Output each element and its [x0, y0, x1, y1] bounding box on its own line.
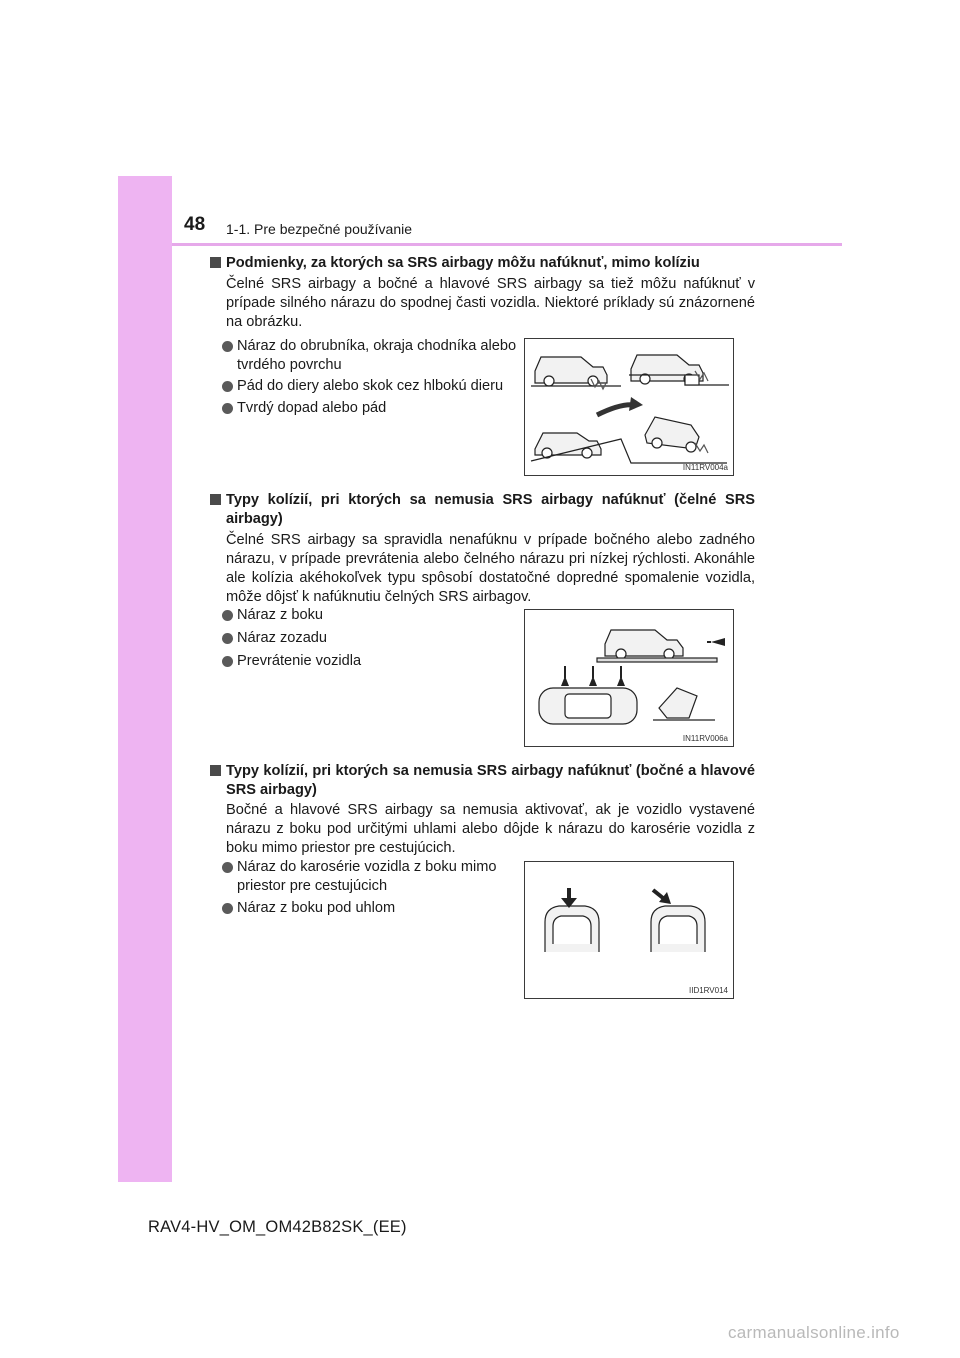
section-paragraph: Bočné a hlavové SRS airbagy sa nemusia aktivovať, ak je vozidlo vystavené nárazu z boku pod určitými uhlami alebo dôjde k nárazu do karosérie vozidla z boku mimo priestor pre cestujúcich. — [226, 802, 755, 856]
round-bullet-icon — [222, 610, 233, 621]
figure-code: IN11RV004a — [682, 463, 728, 472]
header-rule — [172, 243, 842, 246]
section-heading: Typy kolízií, pri ktorých sa nemusia SRS airbagy nafúknuť (bočné a hlavové SRS airbagy) — [210, 762, 755, 800]
bullet-item: Náraz z boku — [222, 606, 522, 625]
round-bullet-icon — [222, 656, 233, 667]
page-number: 48 — [184, 214, 206, 235]
figure-side-rear-rollover — [524, 609, 734, 747]
round-bullet-icon — [222, 341, 233, 352]
chapter-title: 1-1. Pre bezpečné používanie — [226, 221, 413, 237]
chapter-side-band — [118, 176, 172, 1182]
round-bullet-icon — [222, 381, 233, 392]
round-bullet-icon — [222, 403, 233, 414]
figure-side-impact-angle — [524, 861, 734, 999]
section-heading: Typy kolízií, pri ktorých sa nemusia SRS airbagy nafúknuť (čelné SRS airbagy) — [210, 491, 755, 529]
bullet-item: Tvrdý dopad alebo pád — [222, 399, 522, 418]
bullet-item: Náraz do obrubníka, okraja chodníka alebo tvrdého povrchu — [222, 337, 520, 375]
bullet-item: Prevrátenie vozidla — [222, 652, 522, 671]
section-paragraph: Čelné SRS airbagy sa spravidla nenafúknu v prípade bočného alebo zadného nárazu, v prípade prevrátenia alebo čelného nárazu pri nízkej rýchlosti. Akonáhle ale kolízia akéhokoľvek typu spôsobí dostatočné dopredné spomalenie vozidla, môže dôjsť k nafúknutiu čelných SRS airbagov. — [226, 532, 755, 605]
side-impact-illustration — [525, 862, 733, 998]
section-heading: Podmienky, za ktorých sa SRS airbagy môžu nafúknuť, mimo kolíziu — [210, 254, 755, 273]
figure-code: IN11RV006a — [682, 734, 728, 743]
bullet-item: Náraz z boku pod uhlom — [222, 899, 522, 918]
footer-model-code: RAV4-HV_OM_OM42B82SK_(EE) — [148, 1218, 407, 1236]
watermark-text: carmanualsonline.info — [728, 1323, 900, 1342]
figure-code: IID1RV014 — [689, 986, 728, 995]
bullet-item: Pád do diery alebo skok cez hlbokú dieru — [222, 377, 522, 396]
round-bullet-icon — [222, 903, 233, 914]
round-bullet-icon — [222, 633, 233, 644]
side-rear-rollover-illustration — [525, 610, 733, 746]
square-bullet-icon — [210, 257, 221, 268]
square-bullet-icon — [210, 494, 221, 505]
figure-underbody-impact — [524, 338, 734, 476]
round-bullet-icon — [222, 862, 233, 873]
section-paragraph: Čelné SRS airbagy a bočné a hlavové SRS airbagy sa tiež môžu nafúknuť v prípade silného nárazu do spodnej časti vozidla. Niektoré príklady sú znázornené na obrázku. — [226, 276, 755, 330]
square-bullet-icon — [210, 765, 221, 776]
bullet-item: Náraz zozadu — [222, 629, 522, 648]
underbody-impact-illustration — [525, 339, 733, 475]
bullet-item: Náraz do karosérie vozidla z boku mimo priestor pre cestujúcich — [222, 858, 520, 896]
